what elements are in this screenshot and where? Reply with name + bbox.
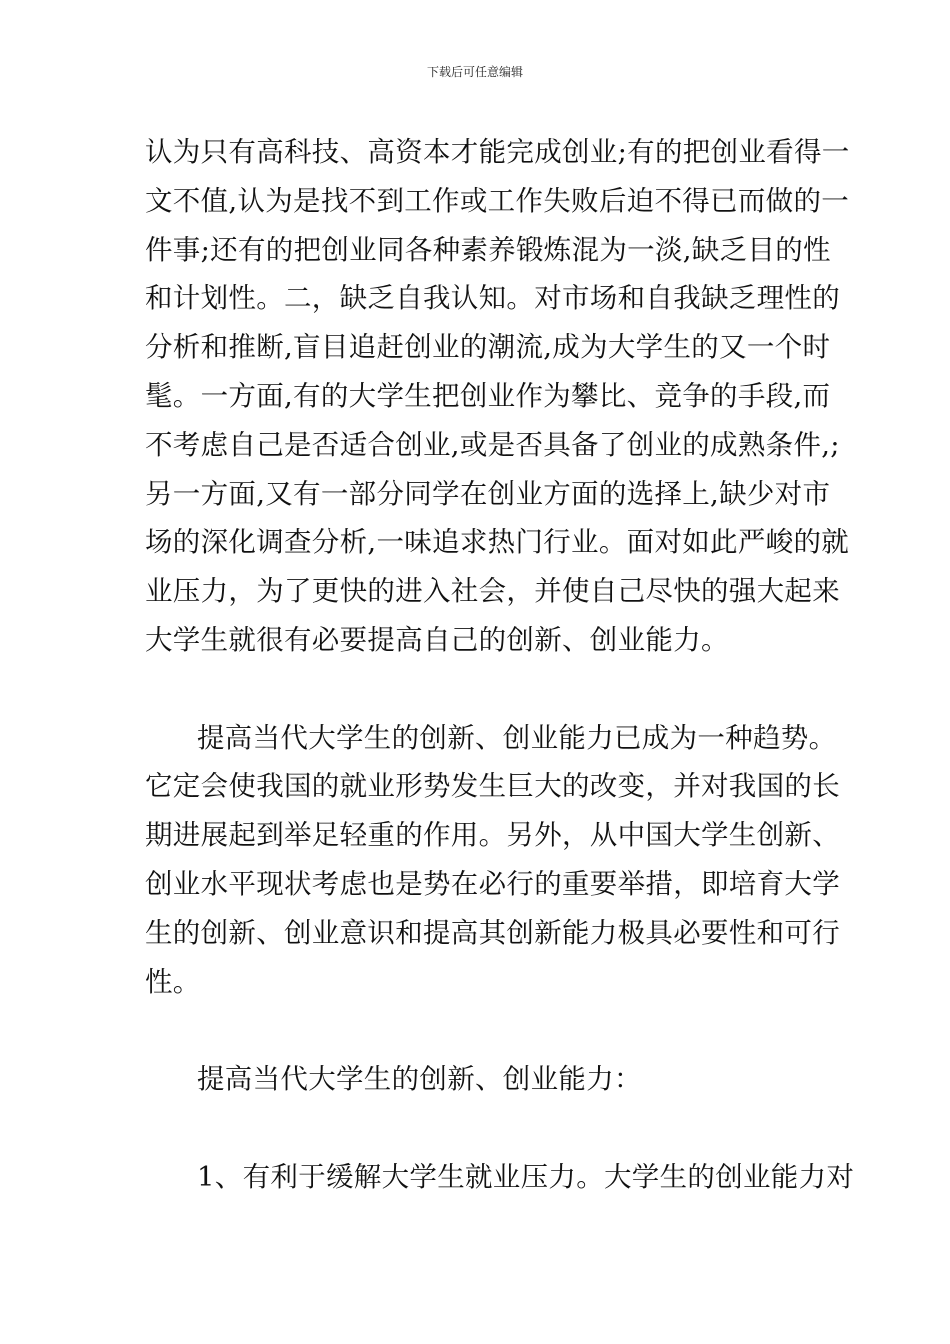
paragraph-spacer bbox=[145, 1104, 807, 1153]
paragraph-line: 另一方面,又有一部分同学在创业方面的选择上,缺少对市 bbox=[145, 477, 831, 510]
paragraph-line: 生的创新、创业意识和提高其创新能力极具必要性和可行 bbox=[145, 916, 840, 949]
paragraph-line: 认为只有高科技、高资本才能完成创业;有的把创业看得一 bbox=[145, 136, 850, 168]
paragraph-line: 提高当代大学生的创新、创业能力已成为一种趋势。 bbox=[197, 721, 837, 754]
paragraph-line: 它定会使我国的就业形势发生巨大的改变，并对我国的长 bbox=[145, 770, 840, 803]
section-heading: 提高当代大学生的创新、创业能力： bbox=[197, 1063, 642, 1096]
paragraph-line: 大学生就很有必要提高自己的创新、创业能力。 bbox=[145, 623, 729, 656]
paragraph-line: 期进展起到举足轻重的作用。另外，从中国大学生创新、 bbox=[145, 819, 840, 852]
paragraph-line: 文不值,认为是找不到工作或工作失败后迫不得已而做的一 bbox=[145, 184, 850, 217]
paragraph-2 bbox=[145, 714, 840, 1007]
paragraph-line: 不考虑自己是否适合创业,或是否具备了创业的成熟条件,; bbox=[145, 428, 840, 461]
paragraph-line: 件事;还有的把创业同各种素养锻炼混为一淡,缺乏目的性 bbox=[145, 233, 831, 266]
paragraph-line: 场的深化调查分析,一味追求热门行业。面对如此严峻的就 bbox=[145, 526, 850, 559]
paragraph-spacer bbox=[145, 1006, 807, 1055]
paragraph-line: 创业水平现状考虑也是势在必行的重要举措，即培育大学 bbox=[145, 867, 840, 900]
paragraph-line: 髦。一方面,有的大学生把创业作为攀比、竞争的手段,而 bbox=[145, 379, 831, 412]
paragraph-spacer bbox=[145, 665, 807, 714]
paragraph-line: 性。 bbox=[145, 965, 201, 998]
paragraph-line: 和计划性。二，缺乏自我认知。对市场和自我缺乏理性的 bbox=[145, 282, 840, 315]
paragraph-line: 分析和推断,盲目追赶创业的潮流,成为大学生的又一个时 bbox=[145, 331, 831, 364]
page-header: 下载后可任意编辑 bbox=[426, 65, 523, 79]
list-item: 1、有利于缓解大学生就业压力。大学生的创业能力对 bbox=[197, 1160, 855, 1193]
paragraph-line: 业压力，为了更快的进入社会，并使自己尽快的强大起来 bbox=[145, 575, 840, 608]
paragraph-1 bbox=[145, 128, 850, 665]
document-body bbox=[145, 128, 855, 1202]
